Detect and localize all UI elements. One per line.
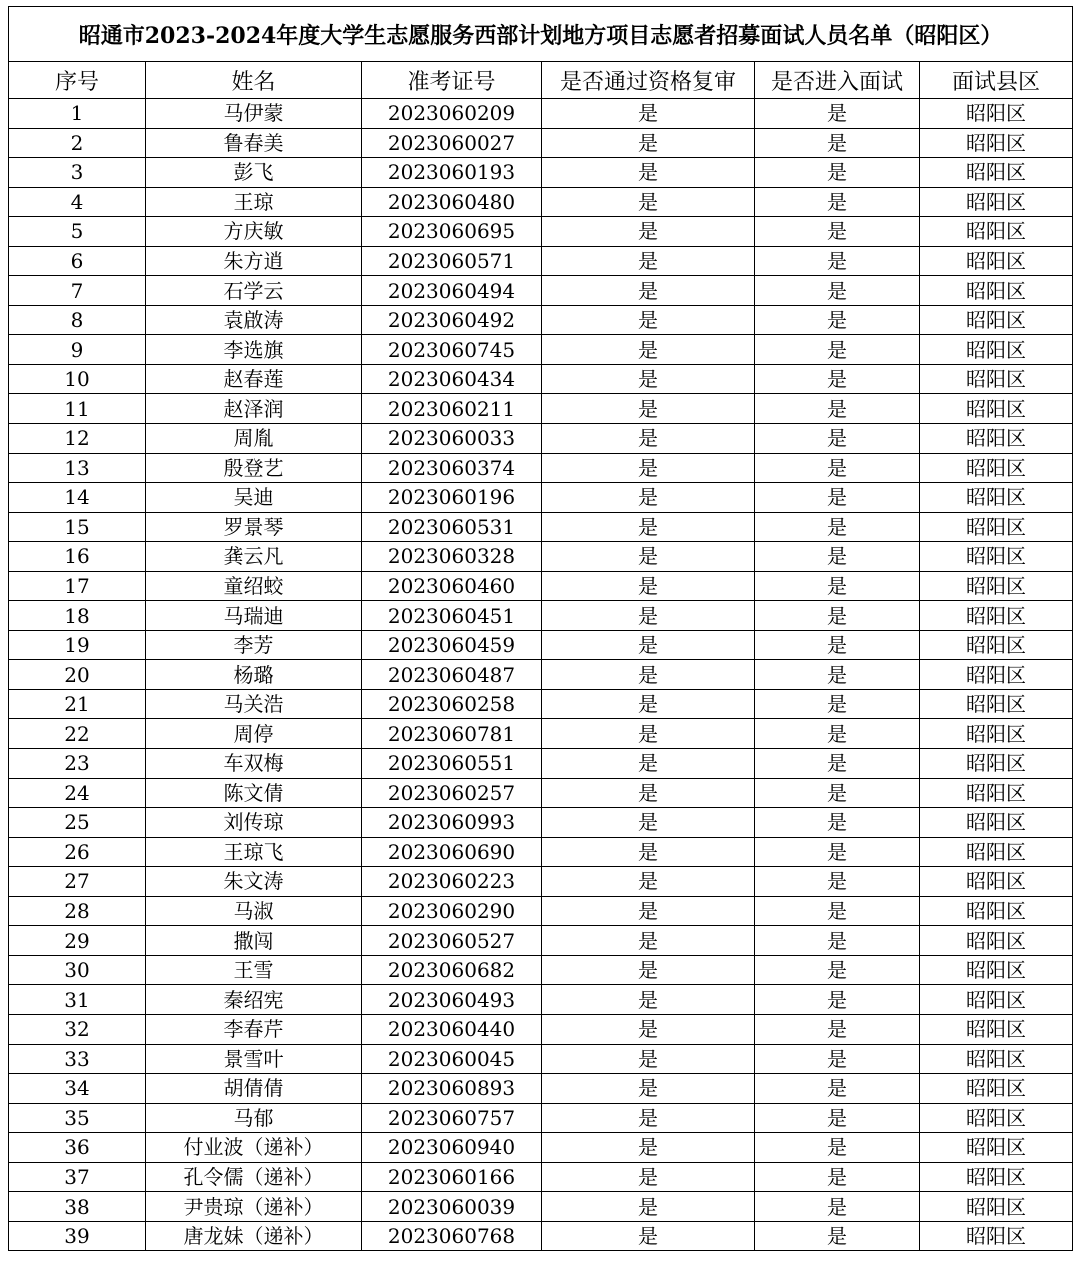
- cell-interview: 是: [755, 1044, 920, 1074]
- table-row: [9, 955, 1073, 985]
- cell-seq: 26: [9, 837, 146, 867]
- cell-name: 陈文倩: [146, 778, 362, 808]
- cell-exam-id: 2023060290: [362, 896, 542, 926]
- cell-qualification: 是: [542, 276, 755, 306]
- cell-name: 周胤: [146, 424, 362, 454]
- cell-interview: 是: [755, 512, 920, 542]
- cell-exam-id: 2023060571: [362, 246, 542, 276]
- cell-qualification: 是: [542, 926, 755, 956]
- cell-county: 昭阳区: [920, 1074, 1073, 1104]
- cell-qualification: 是: [542, 217, 755, 247]
- cell-interview: 是: [755, 483, 920, 513]
- cell-name: 王琼飞: [146, 837, 362, 867]
- table-row: [9, 1103, 1073, 1133]
- table-row: [9, 630, 1073, 660]
- cell-exam-id: 2023060459: [362, 630, 542, 660]
- cell-county: 昭阳区: [920, 217, 1073, 247]
- cell-county: 昭阳区: [920, 305, 1073, 335]
- cell-name: 胡倩倩: [146, 1074, 362, 1104]
- cell-exam-id: 2023060531: [362, 512, 542, 542]
- cell-name: 尹贵琼（递补）: [146, 1192, 362, 1222]
- cell-name: 付业波（递补）: [146, 1133, 362, 1163]
- cell-seq: 27: [9, 867, 146, 897]
- cell-name: 马瑞迪: [146, 601, 362, 631]
- cell-exam-id: 2023060027: [362, 128, 542, 158]
- cell-interview: 是: [755, 955, 920, 985]
- cell-qualification: 是: [542, 99, 755, 129]
- table-row: [9, 689, 1073, 719]
- cell-exam-id: 2023060757: [362, 1103, 542, 1133]
- header-qualification: 是否通过资格复审: [542, 62, 755, 99]
- header-seq: 序号: [9, 62, 146, 99]
- cell-seq: 12: [9, 424, 146, 454]
- cell-exam-id: 2023060682: [362, 955, 542, 985]
- table-row: [9, 985, 1073, 1015]
- table-row: [9, 512, 1073, 542]
- cell-interview: 是: [755, 630, 920, 660]
- cell-county: 昭阳区: [920, 1103, 1073, 1133]
- cell-seq: 35: [9, 1103, 146, 1133]
- cell-interview: 是: [755, 896, 920, 926]
- cell-qualification: 是: [542, 1162, 755, 1192]
- cell-county: 昭阳区: [920, 483, 1073, 513]
- table-row: [9, 1192, 1073, 1222]
- cell-name: 罗景琴: [146, 512, 362, 542]
- table-row: [9, 1162, 1073, 1192]
- cell-exam-id: 2023060551: [362, 749, 542, 779]
- cell-exam-id: 2023060374: [362, 453, 542, 483]
- cell-qualification: 是: [542, 985, 755, 1015]
- cell-seq: 6: [9, 246, 146, 276]
- cell-exam-id: 2023060451: [362, 601, 542, 631]
- table-row: [9, 1074, 1073, 1104]
- cell-seq: 23: [9, 749, 146, 779]
- header-row: [9, 62, 1073, 99]
- cell-county: 昭阳区: [920, 778, 1073, 808]
- table-row: [9, 837, 1073, 867]
- cell-qualification: 是: [542, 128, 755, 158]
- cell-seq: 3: [9, 158, 146, 188]
- cell-interview: 是: [755, 926, 920, 956]
- cell-seq: 15: [9, 512, 146, 542]
- cell-county: 昭阳区: [920, 424, 1073, 454]
- cell-county: 昭阳区: [920, 542, 1073, 572]
- cell-interview: 是: [755, 424, 920, 454]
- cell-qualification: 是: [542, 867, 755, 897]
- document-sheet: [8, 6, 1072, 1251]
- cell-county: 昭阳区: [920, 571, 1073, 601]
- cell-interview: 是: [755, 1192, 920, 1222]
- cell-interview: 是: [755, 719, 920, 749]
- cell-name: 马郁: [146, 1103, 362, 1133]
- table-row: [9, 424, 1073, 454]
- cell-interview: 是: [755, 778, 920, 808]
- cell-county: 昭阳区: [920, 660, 1073, 690]
- cell-name: 殷登艺: [146, 453, 362, 483]
- table-row: [9, 1044, 1073, 1074]
- cell-qualification: 是: [542, 808, 755, 838]
- cell-interview: 是: [755, 364, 920, 394]
- cell-exam-id: 2023060223: [362, 867, 542, 897]
- cell-qualification: 是: [542, 512, 755, 542]
- cell-qualification: 是: [542, 689, 755, 719]
- cell-qualification: 是: [542, 778, 755, 808]
- table-row: [9, 305, 1073, 335]
- cell-seq: 21: [9, 689, 146, 719]
- cell-county: 昭阳区: [920, 512, 1073, 542]
- candidate-table: [8, 6, 1073, 1251]
- cell-interview: 是: [755, 660, 920, 690]
- cell-qualification: 是: [542, 1221, 755, 1251]
- cell-name: 龚云凡: [146, 542, 362, 572]
- cell-seq: 33: [9, 1044, 146, 1074]
- cell-seq: 25: [9, 808, 146, 838]
- table-row: [9, 394, 1073, 424]
- table-row: [9, 1014, 1073, 1044]
- cell-seq: 9: [9, 335, 146, 365]
- table-row: [9, 128, 1073, 158]
- cell-interview: 是: [755, 99, 920, 129]
- cell-exam-id: 2023060434: [362, 364, 542, 394]
- cell-interview: 是: [755, 749, 920, 779]
- cell-name: 石学云: [146, 276, 362, 306]
- cell-exam-id: 2023060494: [362, 276, 542, 306]
- cell-seq: 32: [9, 1014, 146, 1044]
- cell-seq: 5: [9, 217, 146, 247]
- table-row: [9, 158, 1073, 188]
- cell-qualification: 是: [542, 749, 755, 779]
- cell-name: 赵泽润: [146, 394, 362, 424]
- cell-seq: 34: [9, 1074, 146, 1104]
- cell-interview: 是: [755, 128, 920, 158]
- cell-seq: 1: [9, 99, 146, 129]
- cell-name: 马关浩: [146, 689, 362, 719]
- cell-seq: 31: [9, 985, 146, 1015]
- cell-name: 秦绍宪: [146, 985, 362, 1015]
- cell-qualification: 是: [542, 896, 755, 926]
- cell-interview: 是: [755, 571, 920, 601]
- cell-name: 袁啟涛: [146, 305, 362, 335]
- table-row: [9, 364, 1073, 394]
- header-name: 姓名: [146, 62, 362, 99]
- cell-qualification: 是: [542, 305, 755, 335]
- cell-county: 昭阳区: [920, 867, 1073, 897]
- table-body: [9, 99, 1073, 1251]
- table-row: [9, 926, 1073, 956]
- cell-qualification: 是: [542, 1014, 755, 1044]
- cell-interview: 是: [755, 837, 920, 867]
- cell-qualification: 是: [542, 1103, 755, 1133]
- cell-county: 昭阳区: [920, 276, 1073, 306]
- cell-interview: 是: [755, 305, 920, 335]
- cell-exam-id: 2023060493: [362, 985, 542, 1015]
- cell-name: 李芳: [146, 630, 362, 660]
- table-row: [9, 601, 1073, 631]
- cell-exam-id: 2023060045: [362, 1044, 542, 1074]
- cell-county: 昭阳区: [920, 335, 1073, 365]
- cell-county: 昭阳区: [920, 926, 1073, 956]
- cell-interview: 是: [755, 1014, 920, 1044]
- cell-seq: 24: [9, 778, 146, 808]
- table-row: [9, 276, 1073, 306]
- cell-county: 昭阳区: [920, 837, 1073, 867]
- cell-qualification: 是: [542, 335, 755, 365]
- cell-qualification: 是: [542, 1133, 755, 1163]
- cell-name: 彭飞: [146, 158, 362, 188]
- table-row: [9, 660, 1073, 690]
- table-row: [9, 187, 1073, 217]
- cell-exam-id: 2023060768: [362, 1221, 542, 1251]
- cell-interview: 是: [755, 867, 920, 897]
- cell-name: 唐龙妹（递补）: [146, 1221, 362, 1251]
- cell-interview: 是: [755, 689, 920, 719]
- cell-county: 昭阳区: [920, 749, 1073, 779]
- cell-interview: 是: [755, 985, 920, 1015]
- table-row: [9, 1133, 1073, 1163]
- cell-seq: 38: [9, 1192, 146, 1222]
- cell-seq: 20: [9, 660, 146, 690]
- cell-county: 昭阳区: [920, 394, 1073, 424]
- cell-exam-id: 2023060695: [362, 217, 542, 247]
- table-row: [9, 483, 1073, 513]
- cell-interview: 是: [755, 1162, 920, 1192]
- cell-county: 昭阳区: [920, 601, 1073, 631]
- cell-name: 马淑: [146, 896, 362, 926]
- cell-name: 吴迪: [146, 483, 362, 513]
- cell-qualification: 是: [542, 364, 755, 394]
- cell-exam-id: 2023060781: [362, 719, 542, 749]
- cell-exam-id: 2023060209: [362, 99, 542, 129]
- table-row: [9, 1221, 1073, 1251]
- cell-exam-id: 2023060211: [362, 394, 542, 424]
- cell-exam-id: 2023060480: [362, 187, 542, 217]
- table-row: [9, 808, 1073, 838]
- cell-county: 昭阳区: [920, 1221, 1073, 1251]
- cell-exam-id: 2023060257: [362, 778, 542, 808]
- cell-interview: 是: [755, 217, 920, 247]
- cell-interview: 是: [755, 1103, 920, 1133]
- table-row: [9, 778, 1073, 808]
- cell-qualification: 是: [542, 955, 755, 985]
- cell-county: 昭阳区: [920, 453, 1073, 483]
- table-row: [9, 719, 1073, 749]
- cell-exam-id: 2023060940: [362, 1133, 542, 1163]
- cell-exam-id: 2023060893: [362, 1074, 542, 1104]
- cell-qualification: 是: [542, 837, 755, 867]
- cell-seq: 14: [9, 483, 146, 513]
- cell-interview: 是: [755, 1221, 920, 1251]
- cell-county: 昭阳区: [920, 128, 1073, 158]
- cell-name: 景雪叶: [146, 1044, 362, 1074]
- cell-qualification: 是: [542, 630, 755, 660]
- cell-seq: 8: [9, 305, 146, 335]
- cell-interview: 是: [755, 394, 920, 424]
- cell-name: 李选旗: [146, 335, 362, 365]
- cell-interview: 是: [755, 246, 920, 276]
- cell-exam-id: 2023060487: [362, 660, 542, 690]
- cell-seq: 28: [9, 896, 146, 926]
- table-row: [9, 749, 1073, 779]
- cell-county: 昭阳区: [920, 630, 1073, 660]
- cell-seq: 22: [9, 719, 146, 749]
- cell-seq: 39: [9, 1221, 146, 1251]
- cell-interview: 是: [755, 453, 920, 483]
- table-row: [9, 99, 1073, 129]
- cell-name: 童绍蛟: [146, 571, 362, 601]
- cell-seq: 16: [9, 542, 146, 572]
- cell-county: 昭阳区: [920, 364, 1073, 394]
- cell-interview: 是: [755, 1133, 920, 1163]
- cell-county: 昭阳区: [920, 808, 1073, 838]
- cell-county: 昭阳区: [920, 1133, 1073, 1163]
- cell-qualification: 是: [542, 187, 755, 217]
- cell-exam-id: 2023060328: [362, 542, 542, 572]
- header-exam-id: 准考证号: [362, 62, 542, 99]
- table-row: [9, 542, 1073, 572]
- cell-name: 朱方逍: [146, 246, 362, 276]
- cell-name: 车双梅: [146, 749, 362, 779]
- cell-exam-id: 2023060039: [362, 1192, 542, 1222]
- cell-qualification: 是: [542, 719, 755, 749]
- cell-exam-id: 2023060527: [362, 926, 542, 956]
- cell-county: 昭阳区: [920, 1014, 1073, 1044]
- cell-seq: 13: [9, 453, 146, 483]
- cell-qualification: 是: [542, 246, 755, 276]
- cell-seq: 17: [9, 571, 146, 601]
- cell-exam-id: 2023060690: [362, 837, 542, 867]
- cell-county: 昭阳区: [920, 1162, 1073, 1192]
- table-row: [9, 246, 1073, 276]
- cell-qualification: 是: [542, 483, 755, 513]
- cell-name: 方庆敏: [146, 217, 362, 247]
- cell-name: 孔令儒（递补）: [146, 1162, 362, 1192]
- cell-county: 昭阳区: [920, 985, 1073, 1015]
- cell-name: 朱文涛: [146, 867, 362, 897]
- cell-county: 昭阳区: [920, 955, 1073, 985]
- cell-name: 李春芹: [146, 1014, 362, 1044]
- cell-interview: 是: [755, 187, 920, 217]
- cell-seq: 37: [9, 1162, 146, 1192]
- cell-qualification: 是: [542, 660, 755, 690]
- cell-exam-id: 2023060460: [362, 571, 542, 601]
- cell-county: 昭阳区: [920, 1044, 1073, 1074]
- cell-seq: 30: [9, 955, 146, 985]
- cell-name: 杨璐: [146, 660, 362, 690]
- table-row: [9, 867, 1073, 897]
- cell-exam-id: 2023060440: [362, 1014, 542, 1044]
- cell-interview: 是: [755, 542, 920, 572]
- cell-name: 刘传琼: [146, 808, 362, 838]
- cell-name: 周停: [146, 719, 362, 749]
- cell-exam-id: 2023060033: [362, 424, 542, 454]
- table-row: [9, 335, 1073, 365]
- cell-qualification: 是: [542, 158, 755, 188]
- cell-qualification: 是: [542, 601, 755, 631]
- cell-name: 王雪: [146, 955, 362, 985]
- cell-exam-id: 2023060258: [362, 689, 542, 719]
- table-row: [9, 571, 1073, 601]
- cell-county: 昭阳区: [920, 719, 1073, 749]
- cell-interview: 是: [755, 276, 920, 306]
- cell-qualification: 是: [542, 394, 755, 424]
- cell-county: 昭阳区: [920, 689, 1073, 719]
- cell-seq: 29: [9, 926, 146, 956]
- cell-qualification: 是: [542, 1074, 755, 1104]
- cell-name: 马伊蒙: [146, 99, 362, 129]
- cell-qualification: 是: [542, 424, 755, 454]
- table-row: [9, 453, 1073, 483]
- cell-exam-id: 2023060745: [362, 335, 542, 365]
- cell-seq: 7: [9, 276, 146, 306]
- cell-county: 昭阳区: [920, 1192, 1073, 1222]
- cell-qualification: 是: [542, 453, 755, 483]
- cell-seq: 18: [9, 601, 146, 631]
- cell-exam-id: 2023060993: [362, 808, 542, 838]
- cell-county: 昭阳区: [920, 896, 1073, 926]
- cell-name: 赵春莲: [146, 364, 362, 394]
- cell-county: 昭阳区: [920, 187, 1073, 217]
- cell-seq: 36: [9, 1133, 146, 1163]
- cell-interview: 是: [755, 808, 920, 838]
- cell-interview: 是: [755, 601, 920, 631]
- cell-qualification: 是: [542, 571, 755, 601]
- cell-exam-id: 2023060166: [362, 1162, 542, 1192]
- cell-exam-id: 2023060492: [362, 305, 542, 335]
- cell-seq: 4: [9, 187, 146, 217]
- table-row: [9, 896, 1073, 926]
- cell-name: 王琼: [146, 187, 362, 217]
- table-title: 昭通市2023-2024年度大学生志愿服务西部计划地方项目志愿者招募面试人员名单（昭阳区）: [9, 7, 1073, 62]
- cell-name: 鲁春美: [146, 128, 362, 158]
- cell-county: 昭阳区: [920, 99, 1073, 129]
- cell-interview: 是: [755, 158, 920, 188]
- cell-seq: 2: [9, 128, 146, 158]
- cell-exam-id: 2023060196: [362, 483, 542, 513]
- cell-seq: 11: [9, 394, 146, 424]
- cell-qualification: 是: [542, 542, 755, 572]
- cell-seq: 10: [9, 364, 146, 394]
- cell-seq: 19: [9, 630, 146, 660]
- cell-exam-id: 2023060193: [362, 158, 542, 188]
- cell-name: 撒闯: [146, 926, 362, 956]
- header-county: 面试县区: [920, 62, 1073, 99]
- table-row: [9, 217, 1073, 247]
- cell-county: 昭阳区: [920, 158, 1073, 188]
- cell-qualification: 是: [542, 1192, 755, 1222]
- cell-interview: 是: [755, 1074, 920, 1104]
- cell-county: 昭阳区: [920, 246, 1073, 276]
- cell-qualification: 是: [542, 1044, 755, 1074]
- cell-interview: 是: [755, 335, 920, 365]
- header-interview: 是否进入面试: [755, 62, 920, 99]
